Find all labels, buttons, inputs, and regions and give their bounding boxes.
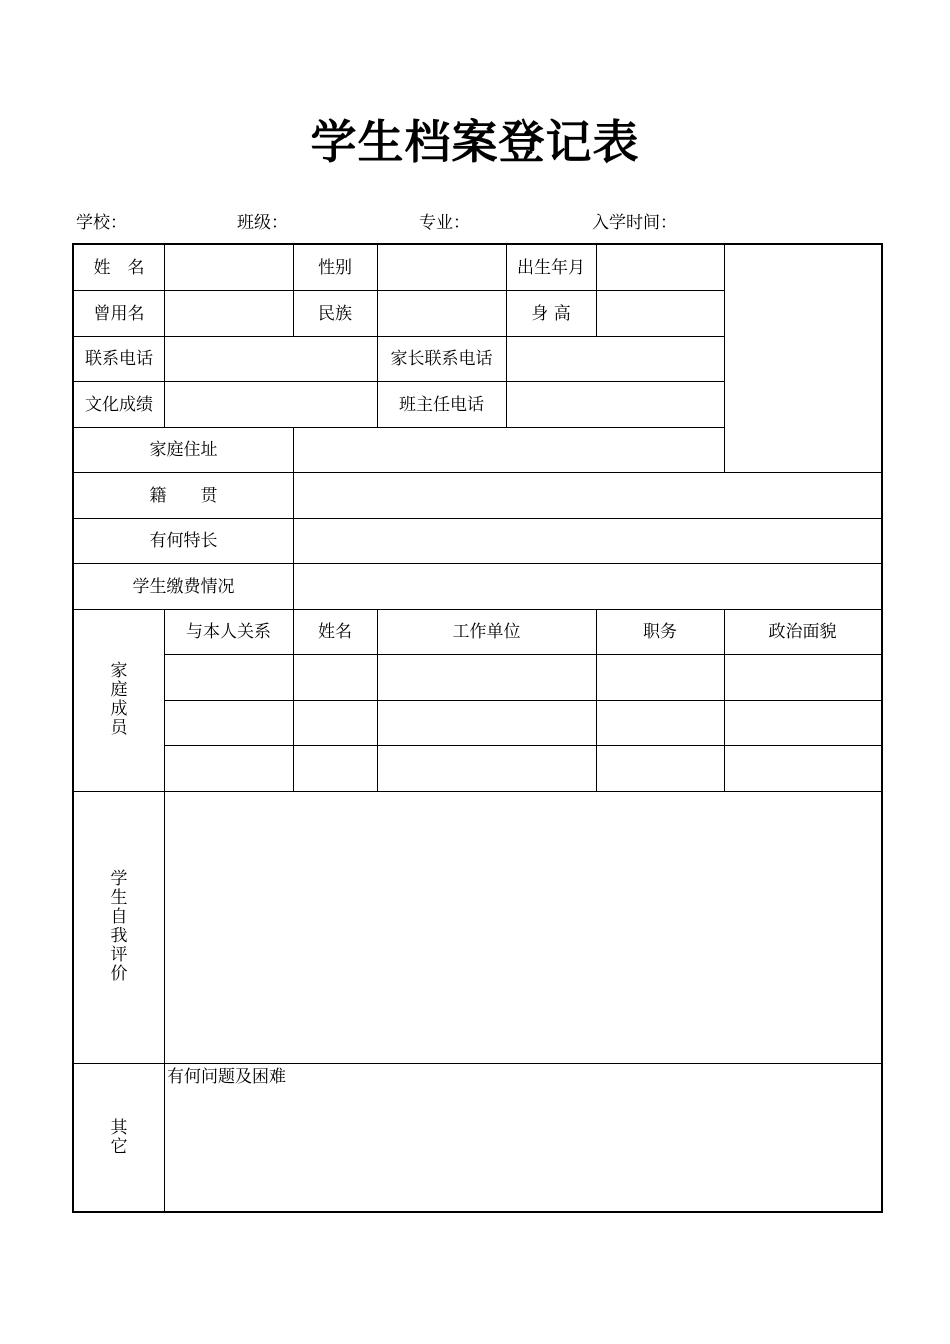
row-divider [164, 654, 881, 655]
family-header-political-status: 政治面貌 [768, 622, 837, 642]
family-header-position: 职务 [643, 622, 677, 642]
col-divider [596, 245, 597, 336]
row-divider [74, 427, 724, 428]
class-label: 班级： [237, 213, 288, 233]
phone-label: 联系电话 [85, 349, 153, 369]
family-header-name: 姓名 [318, 622, 352, 642]
address-label: 家庭住址 [149, 440, 218, 460]
row-divider [74, 609, 881, 610]
family-members-label: 家庭成员 [110, 661, 128, 738]
family-header-employer: 工作单位 [452, 622, 521, 642]
teacher-phone-label: 班主任电话 [399, 395, 484, 415]
birth-date-label: 出生年月 [517, 258, 585, 278]
native-place-label: 籍 贯 [149, 486, 218, 506]
row-divider [74, 791, 881, 792]
row-divider [74, 518, 881, 519]
row-divider [74, 1063, 881, 1064]
row-divider [74, 336, 724, 337]
row-divider [74, 290, 724, 291]
row-divider [74, 472, 881, 473]
former-name-label: 曾用名 [93, 304, 145, 324]
registration-form-table [72, 243, 883, 1213]
photo-divider [724, 245, 725, 472]
school-label: 学校： [76, 213, 127, 233]
col-divider [293, 427, 294, 609]
grades-label: 文化成绩 [85, 395, 153, 415]
col-divider [164, 609, 165, 1211]
fee-status-label: 学生缴费情况 [132, 577, 235, 597]
specialty-label: 有何特长 [149, 531, 218, 551]
enroll-time-label: 入学时间： [592, 213, 677, 233]
problems-label: 有何问题及困难 [167, 1067, 286, 1087]
col-divider [164, 245, 165, 427]
row-divider [164, 700, 881, 701]
row-divider [74, 563, 881, 564]
document-title: 学生档案登记表 [310, 115, 640, 169]
name-label: 姓 名 [93, 258, 145, 278]
height-label: 身 高 [531, 304, 571, 324]
other-label: 其它 [110, 1118, 128, 1157]
parent-phone-label: 家长联系电话 [390, 349, 493, 369]
gender-label: 性别 [318, 258, 352, 278]
family-header-relation: 与本人关系 [186, 622, 271, 642]
self-evaluation-label: 学生自我评价 [110, 869, 128, 984]
ethnicity-label: 民族 [318, 304, 352, 324]
row-divider [164, 745, 881, 746]
row-divider [74, 381, 724, 382]
major-label: 专业： [419, 213, 470, 233]
